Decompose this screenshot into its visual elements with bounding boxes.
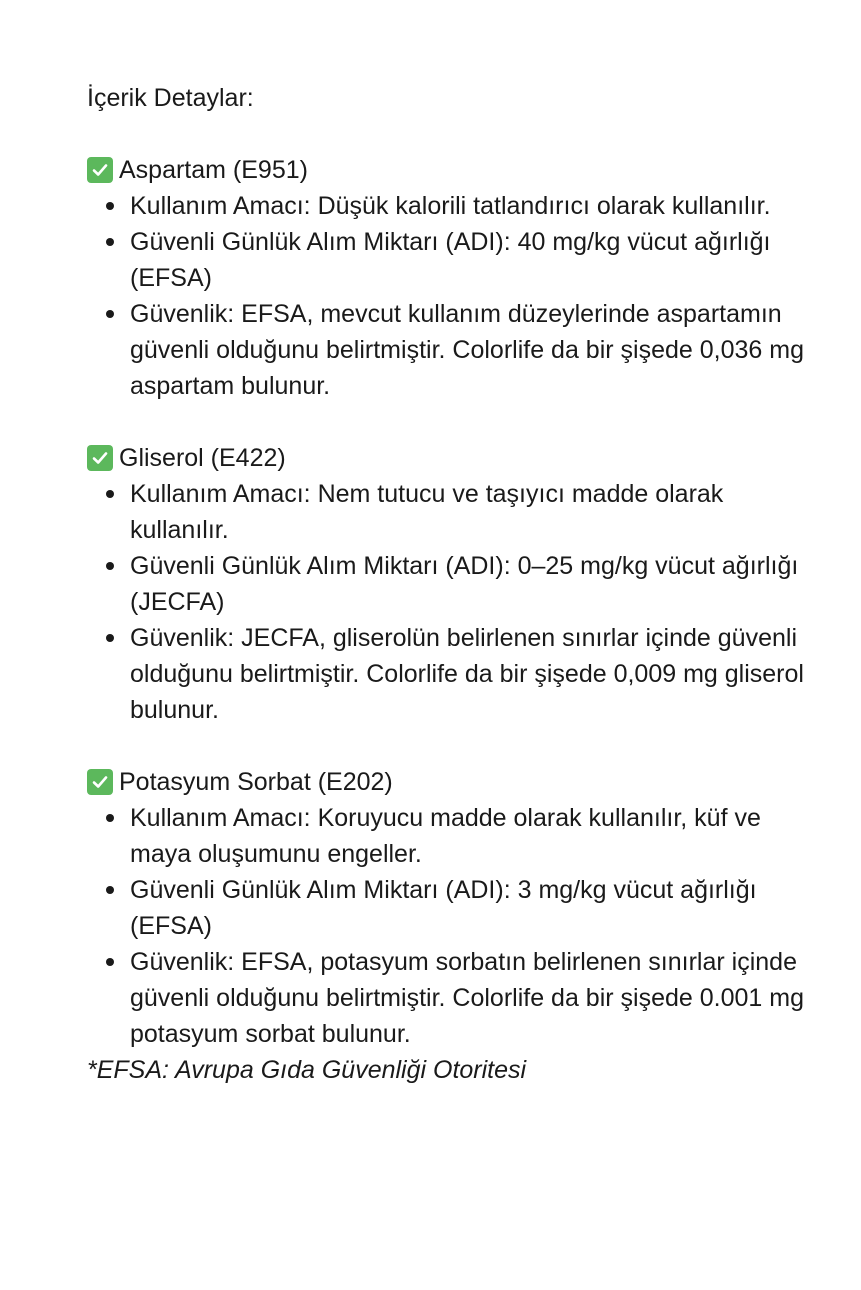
section-title-row [87, 440, 807, 476]
section-title: Aspartam (E951) [119, 156, 308, 184]
check-mark-icon [87, 445, 113, 471]
list-item: Kullanım Amacı: Düşük kalorili tatlandırıcı olarak kullanılır. [130, 188, 807, 224]
ingredient-section-gliserol [87, 440, 807, 728]
spacer [87, 116, 807, 152]
detail-list [87, 188, 807, 404]
ingredient-section-potasyum-sorbat [87, 764, 807, 1052]
section-title-row [87, 764, 807, 800]
detail-list [87, 800, 807, 1052]
list-item: Kullanım Amacı: Koruyucu madde olarak kullanılır, küf ve maya oluşumunu engeller. [130, 800, 807, 872]
section-title-row [87, 152, 807, 188]
check-mark-icon [87, 769, 113, 795]
page-heading: İçerik Detaylar: [87, 84, 254, 112]
section-title: Potasyum Sorbat (E202) [119, 768, 393, 796]
list-item: Güvenli Günlük Alım Miktarı (ADI): 0–25 mg/kg vücut ağırlığı (JECFA) [130, 548, 807, 620]
ingredient-details [87, 80, 807, 1088]
list-item: Kullanım Amacı: Nem tutucu ve taşıyıcı madde olarak kullanılır. [130, 476, 807, 548]
footnote: *EFSA: Avrupa Gıda Güvenliği Otoritesi [87, 1056, 527, 1084]
ingredient-section-aspartam [87, 152, 807, 404]
spacer [87, 728, 807, 764]
spacer [87, 404, 807, 440]
section-title: Gliserol (E422) [119, 444, 286, 472]
list-item: Güvenlik: JECFA, gliserolün belirlenen sınırlar içinde güvenli olduğunu belirtmiştir. Colorlife da bir şişede 0,009 mg gliserol bulunur. [130, 620, 807, 728]
list-item: Güvenlik: EFSA, potasyum sorbatın belirlenen sınırlar içinde güvenli olduğunu belirtmiştir. Colorlife da bir şişede 0.001 mg potasyum sorbat bulunur. [130, 944, 807, 1052]
list-item: Güvenli Günlük Alım Miktarı (ADI): 40 mg/kg vücut ağırlığı (EFSA) [130, 224, 807, 296]
list-item: Güvenlik: EFSA, mevcut kullanım düzeylerinde aspartamın güvenli olduğunu belirtmiştir. Colorlife da bir şişede 0,036 mg aspartam bulunur. [130, 296, 807, 404]
list-item: Güvenli Günlük Alım Miktarı (ADI): 3 mg/kg vücut ağırlığı (EFSA) [130, 872, 807, 944]
check-mark-icon [87, 157, 113, 183]
detail-list [87, 476, 807, 728]
